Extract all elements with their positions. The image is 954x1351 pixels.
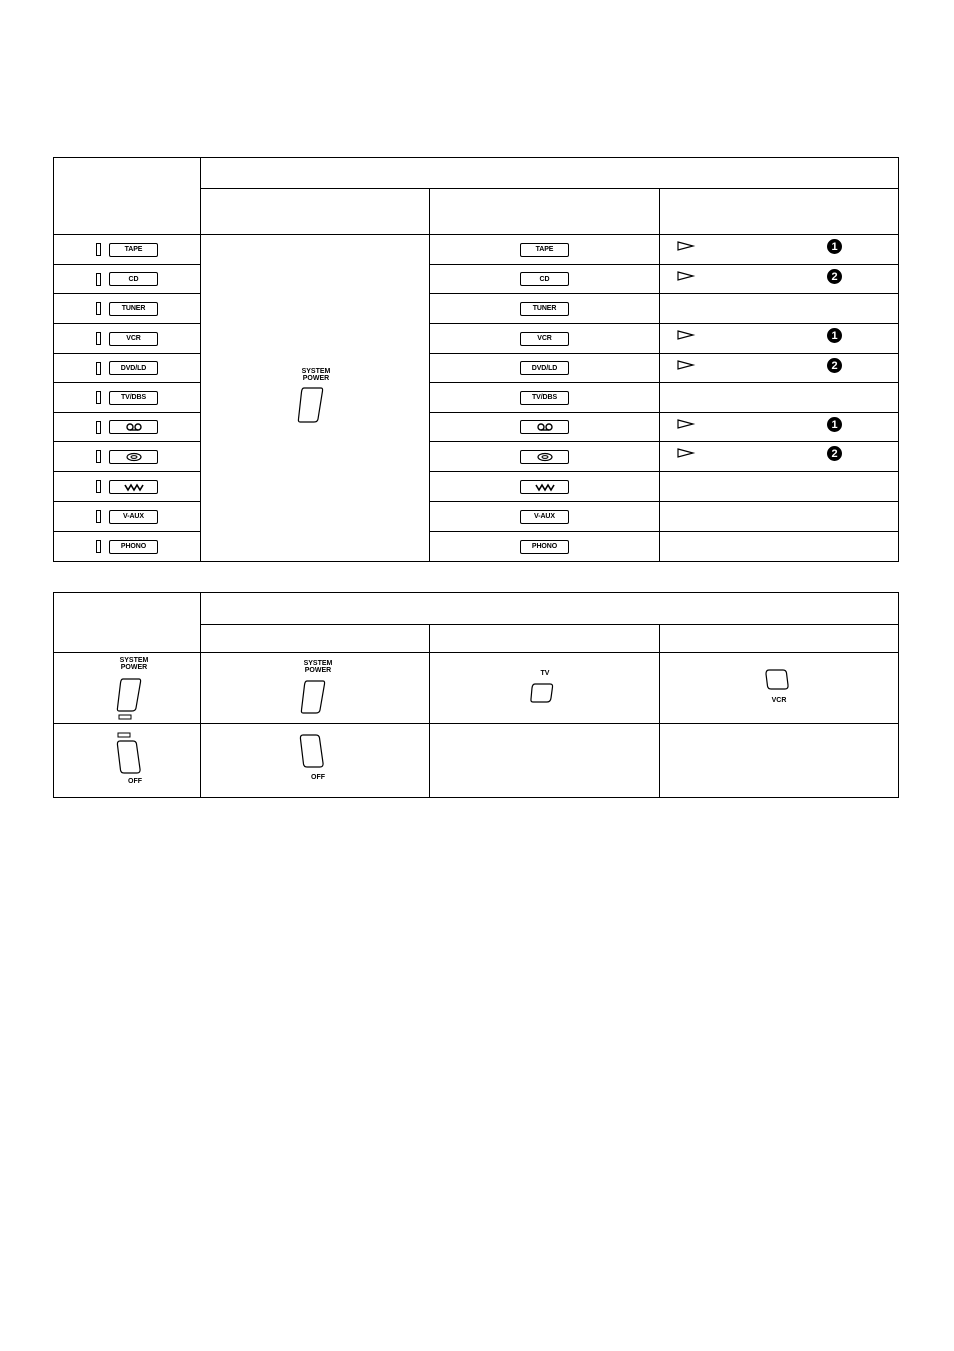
source-row-remote — [430, 294, 659, 323]
source-phono-button[interactable]: PHONO — [109, 540, 158, 554]
indicator-lamp — [96, 510, 101, 523]
remote-vcr-button[interactable]: VCR — [520, 332, 569, 346]
source-row-input — [54, 235, 200, 264]
off-label: OFF — [311, 774, 325, 781]
remote-tape-button[interactable] — [520, 420, 569, 434]
indicator-lamp — [96, 302, 101, 315]
remote-cd-button[interactable]: CD — [520, 272, 569, 286]
source-row-remote — [430, 442, 659, 471]
indicator-lamp — [96, 480, 101, 493]
source-row-remote — [430, 532, 659, 561]
source-vcr-button[interactable]: VCR — [109, 332, 158, 346]
source-row-remote — [430, 265, 659, 293]
system-power-label: SYSTEM POWER — [301, 368, 331, 382]
indicator-lamp — [96, 421, 101, 434]
remote-wave-button[interactable] — [520, 480, 569, 494]
arrow-icon — [676, 270, 696, 282]
arrow-icon — [676, 447, 696, 459]
remote-dvd-ld-button[interactable]: DVD/LD — [520, 361, 569, 375]
remote-tv-dbs-button[interactable]: TV/DBS — [520, 391, 569, 405]
power-off-button[interactable] — [114, 732, 146, 776]
system-power-label: SYSTEM POWER — [119, 657, 149, 671]
remote-tuner-button[interactable]: TUNER — [520, 302, 569, 316]
source-v-aux-button[interactable]: V-AUX — [109, 510, 158, 524]
arrow-icon — [676, 418, 696, 430]
power-off-button[interactable] — [297, 732, 329, 772]
source-row-input — [54, 442, 200, 471]
tape-icon — [123, 422, 145, 432]
remote-phono-button[interactable]: PHONO — [520, 540, 569, 554]
disc-icon — [534, 452, 556, 462]
source-row-remote — [430, 413, 659, 441]
tv-power-button[interactable] — [529, 682, 555, 704]
wave-icon — [123, 482, 145, 492]
source-row-remote — [430, 383, 659, 412]
system-power-button[interactable] — [296, 386, 326, 424]
source-row-input — [54, 294, 200, 323]
source-tape-button[interactable]: TAPE — [109, 243, 158, 257]
note-number: 2 — [827, 269, 842, 284]
source-row-input — [54, 383, 200, 412]
remote-v-aux-button[interactable]: V-AUX — [520, 510, 569, 524]
wave-icon — [534, 482, 556, 492]
vcr-power-button[interactable] — [764, 668, 790, 692]
source-row-input — [54, 324, 200, 353]
indicator-lamp — [96, 362, 101, 375]
source-row-remote — [430, 324, 659, 353]
source-row-input — [54, 532, 200, 561]
arrow-icon — [676, 329, 696, 341]
note-number: 1 — [827, 417, 842, 432]
indicator-lamp — [96, 540, 101, 553]
source-row-input — [54, 472, 200, 501]
source-row-remote — [430, 502, 659, 531]
source-disc-button[interactable] — [109, 450, 158, 464]
tape-icon — [534, 422, 556, 432]
indicator-lamp — [96, 243, 101, 256]
tv-label: TV — [540, 670, 550, 677]
note-number: 1 — [827, 328, 842, 343]
indicator-lamp — [96, 273, 101, 286]
source-row-input — [54, 413, 200, 441]
disc-icon — [123, 452, 145, 462]
note-number: 1 — [827, 239, 842, 254]
remote-tape-button[interactable]: TAPE — [520, 243, 569, 257]
source-tape-button[interactable] — [109, 420, 158, 434]
vcr-label: VCR — [771, 697, 787, 704]
source-cd-button[interactable]: CD — [109, 272, 158, 286]
source-row-remote — [430, 235, 659, 264]
source-row-remote — [430, 472, 659, 501]
source-row-input — [54, 354, 200, 382]
system-power-button[interactable] — [114, 676, 144, 720]
source-row-input — [54, 265, 200, 293]
indicator-lamp — [96, 391, 101, 404]
source-wave-button[interactable] — [109, 480, 158, 494]
source-row-input — [54, 502, 200, 531]
indicator-lamp — [96, 332, 101, 345]
indicator-lamp — [96, 450, 101, 463]
system-power-label: SYSTEM POWER — [303, 660, 333, 674]
arrow-icon — [676, 359, 696, 371]
source-tuner-button[interactable]: TUNER — [109, 302, 158, 316]
note-number: 2 — [827, 358, 842, 373]
off-label: OFF — [128, 778, 142, 785]
source-tv-dbs-button[interactable]: TV/DBS — [109, 391, 158, 405]
arrow-icon — [676, 240, 696, 252]
note-number: 2 — [827, 446, 842, 461]
remote-disc-button[interactable] — [520, 450, 569, 464]
source-dvd-ld-button[interactable]: DVD/LD — [109, 361, 158, 375]
source-row-remote — [430, 354, 659, 382]
system-power-button[interactable] — [298, 678, 328, 716]
